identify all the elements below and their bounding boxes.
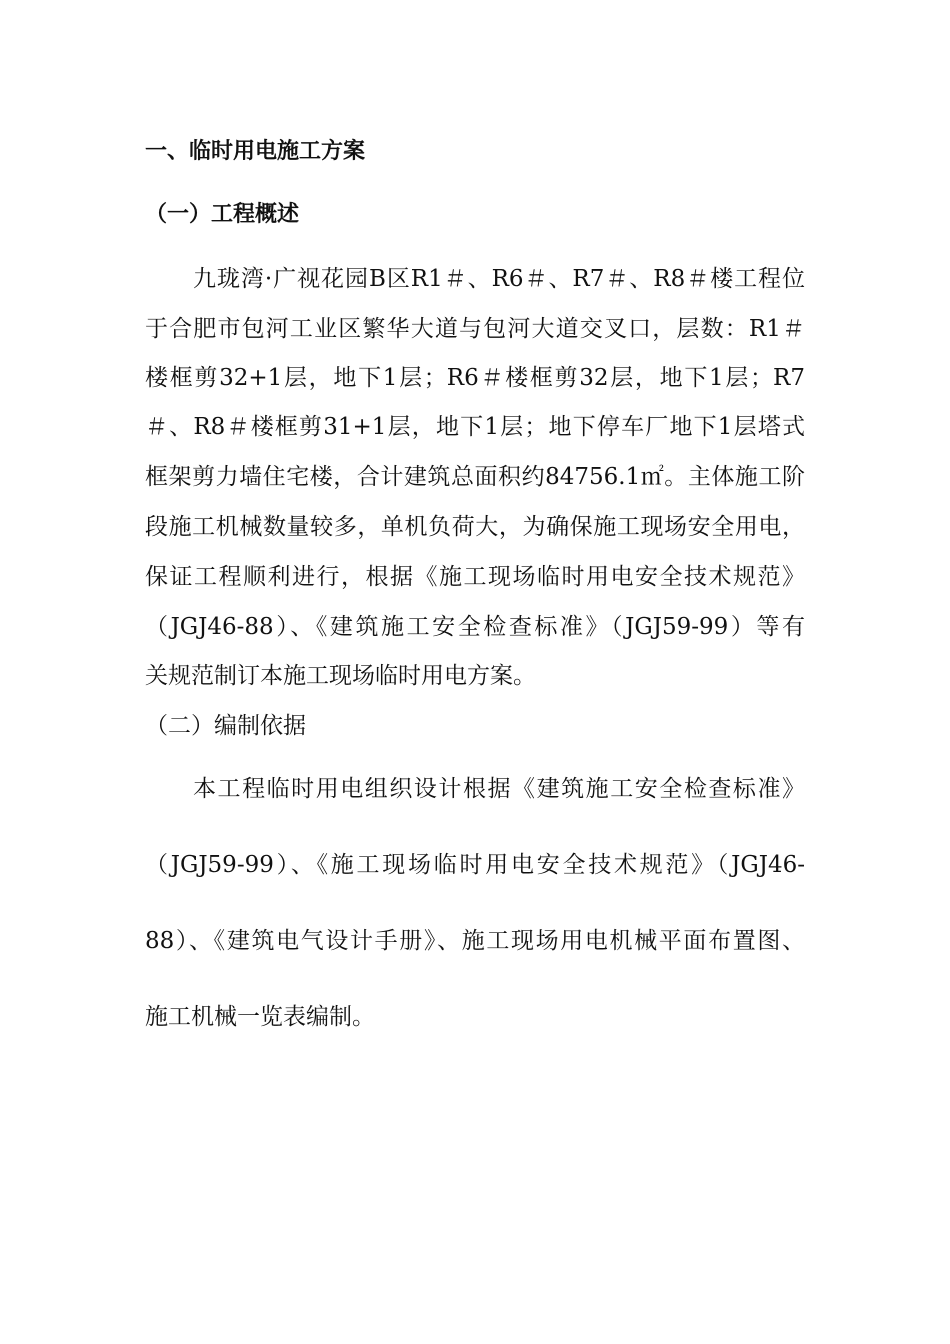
subsection-heading-basis: （二）编制依据 xyxy=(145,713,306,739)
paragraph-line: 楼框剪32+1层，地下1层；R6＃楼框剪32层，地下1层；R7 xyxy=(145,365,805,391)
paragraph-line: 保证工程顺利进行，根据《施工现场临时用电安全技术规范》 xyxy=(145,564,805,590)
paragraph-line: 于合肥市包河工业区繁华大道与包河大道交叉口，层数：R1＃ xyxy=(145,316,805,342)
paragraph-line: 九珑湾·广视花园B区R1＃、R6＃、R7＃、R8＃楼工程位 xyxy=(193,266,805,292)
section-heading: 一、临时用电施工方案 xyxy=(145,139,366,164)
paragraph-line: （JGJ46-88）、《建筑施工安全检查标准》（JGJ59-99）等有 xyxy=(145,614,805,640)
paragraph-line: 框架剪力墙住宅楼，合计建筑总面积约84756.1㎡。主体施工阶 xyxy=(145,464,805,490)
paragraph-line: 本工程临时用电组织设计根据《建筑施工安全检查标准》 xyxy=(193,776,805,802)
subsection-heading-overview: （一）工程概述 xyxy=(145,202,300,227)
paragraph-line: 关规范制订本施工现场临时用电方案。 xyxy=(145,663,536,689)
paragraph-line: （JGJ59-99）、《施工现场临时用电安全技术规范》（JGJ46- xyxy=(145,852,805,878)
paragraph-line: 段施工机械数量较多，单机负荷大，为确保施工现场安全用电， xyxy=(145,514,805,540)
paragraph-line: 88）、《建筑电气设计手册》、施工现场用电机械平面布置图、 xyxy=(145,928,805,954)
paragraph-line: 施工机械一览表编制。 xyxy=(145,1004,375,1030)
paragraph-line: ＃、R8＃楼框剪31+1层，地下1层；地下停车厂地下1层塔式 xyxy=(145,414,805,440)
